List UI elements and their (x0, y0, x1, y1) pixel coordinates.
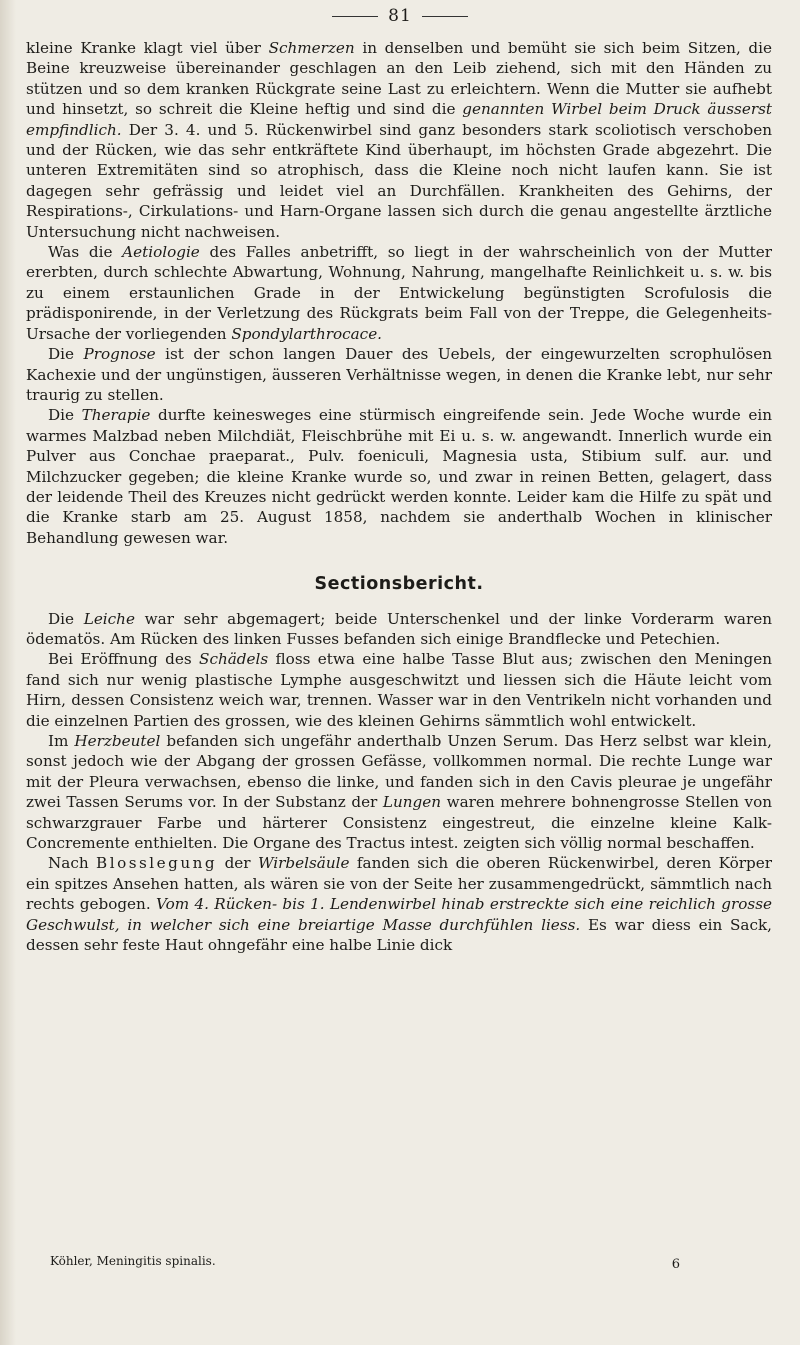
text-run: Schädels (199, 650, 269, 669)
text-run: Spondylarthrocace. (231, 324, 383, 343)
text-run: Bei Eröffnung des (48, 650, 200, 669)
text-run: Aetiologie (122, 243, 200, 262)
intro-paragraphs (26, 38, 772, 548)
text-run: genannten Wirbel beim Druck äusserst empfindlich. (26, 100, 772, 139)
paragraph-p2 (26, 242, 772, 344)
paragraph-p3 (26, 344, 772, 405)
text-run: der (217, 854, 258, 873)
text-run: Herzbeutel (74, 732, 161, 750)
header-dash-left (332, 16, 378, 17)
text-run: waren mehrere bohnengrosse Stellen von schwarzgrauer Farbe und härterer Consistenz eingestreut, die einzelne kleine Kalk-Concremente enthielten. Die Organe des Tractus intest. zeigten sich völlig normal beschaffen. (26, 793, 772, 853)
text-run: Die (48, 345, 84, 364)
footer-author: Köhler, Meningitis spinalis. (50, 1254, 216, 1268)
text-run: Es war diess ein Sack, dessen sehr feste Haut ohngefähr eine halbe Linie dick (26, 915, 772, 955)
text-run: Nach (48, 854, 97, 873)
text-run: floss etwa eine halbe Tasse Blut aus; zwischen den Meningen fand sich nur wenig plastische Lymphe ausgeschwitzt und liessen sich die Häute leicht vom Hirn, dessen Consistenz weich war, trennen. Wasser war in den Ventrikeln nicht vorhanden und die einzelnen Partien des grossen, wie des kleinen Gehirns sämmtlich wohl entwickelt. (26, 650, 773, 730)
section-heading: Sectionsbericht. (314, 574, 484, 595)
text-run: Wirbelsäule (257, 854, 350, 873)
text-run: Schmerzen (268, 39, 355, 57)
text-run: durfte keinesweges eine stürmisch eingreifende sein. Jede Woche wurde ein warmes Malzbad neben Milchdiät, Fleischbrühe mit Ei u. s. w. angewandt. Innerlich wurde ein Pulver aus Conchae praeparat., Pulv. foeniculi, Magnesia usta, Stibium sulf. aur. und Milchzucker gegeben; die kleine Kranke wurde so, und zwar in reinen Betten, gelagert, dass der leidende Theil des Kreuzes nicht gedrückt werden konnte. Leider kam die Hilfe zu spät und die Kranke starb am 25. August 1858, nachdem sie anderthalb Wochen in klinischer Behandlung gewesen war. (26, 406, 772, 547)
text-run: Blosslegung (96, 854, 218, 873)
page-footer (50, 1254, 750, 1272)
text-run: Leiche (83, 609, 135, 628)
paragraph-s3 (26, 731, 772, 853)
text-run: in denselben und bemüht sie sich beim Sitzen, die Beine kreuzweise übereinander geschlagen an den Leib ziehend, sich mit den Händen zu stützen und so dem kranken Rückgrate seine Last zu erleichtern. Wenn die Mutter sie aufhebt und hinsetzt, so schreit die Kleine heftig und sind die (26, 39, 772, 119)
text-run: ist der schon langen Dauer des Uebels, der eingewurzelten scrophulösen Kachexie und der ungünstigen, äusseren Verhältnisse wegen, in denen die Kranke lebt, nur sehr traurig zu stellen. (26, 345, 772, 404)
text-run: Im (48, 732, 75, 750)
text-run: Prognose (83, 345, 156, 364)
text-run: fanden sich die oberen Rückenwirbel, deren Körper ein spitzes Ansehen hatten, als wären sie von der Seite her zusammengedrückt, sämmtlich nach rechts gebogen. (26, 854, 772, 914)
paragraph-p4 (26, 405, 772, 548)
text-run: des Falles anbetrifft, so liegt in der wahrscheinlich von der Mutter ererbten, durch schlechte Abwartung, Wohnung, Nahrung, mangelhafte Reinlichkeit u. s. w. bis zu einem erstaunlichen Grade in der Entwickelung begünstigten Scrofulosis die prädisponirende, in der Verletzung des Rückgrats beim Fall von der Treppe, die Gelegenheits-Ursache der vorliegenden (26, 243, 772, 343)
text-run: Therapie (81, 406, 151, 425)
text-run: war sehr abgemagert; beide Unterschenkel und der linke Vorderarm waren ödematös. Am Rücken des linken Fusses befanden sich einige Brandflecke und Petechien. (26, 609, 772, 648)
paragraph-s2 (26, 649, 772, 731)
text-run: befanden sich ungefähr anderthalb Unzen Serum. Das Herz selbst war klein, sonst jedoch wie der Abgang der grossen Gefässe, vollkommen normal. Die rechte Lunge war mit der Pleura verwachsen, ebenso die linke, und fanden sich in den Cavis pleurae je ungefähr zwei Tassen Serums vor. In der Substanz der (26, 732, 773, 812)
text-run: kleine Kranke klagt viel über (26, 39, 269, 57)
signature-mark: 6 (671, 1257, 680, 1272)
page-number: 81 (388, 6, 412, 26)
text-run: Die (48, 609, 84, 628)
text-run: Vom 4. Rücken- bis 1. Lendenwirbel hinab erstreckte sich eine reichlich grosse Geschwulst, in welcher sich eine breiartige Masse durchfühlen liess. (26, 895, 772, 934)
text-run: Der 3. 4. und 5. Rückenwirbel sind ganz besonders stark scoliotisch verschoben und der Rücken, wie das sehr entkräftete Kind überhaupt, im höchsten Grade abgezehrt. Die unteren Extremitäten sind so atrophisch, dass die Kleine noch nicht laufen kann. Sie ist dagegen sehr gefrässig und leidet viel an Durchfällen. Krankheiten des Gehirns, der Respirations-, Cirkulations- und Harn-Organe lassen sich durch die genau angestellte ärztliche Untersuchung nicht nachweisen. (26, 120, 772, 241)
paragraph-s1 (26, 609, 772, 650)
text-run: Lungen (382, 793, 442, 812)
text-body (26, 38, 772, 955)
header-dash-right (422, 16, 468, 17)
page-gutter-shadow (0, 0, 16, 1345)
paragraph-p1 (26, 38, 772, 242)
section-paragraphs (26, 609, 772, 956)
text-run: Die (48, 406, 82, 425)
text-run: Was die (48, 243, 123, 262)
paragraph-s4 (26, 853, 772, 955)
running-header (0, 6, 800, 26)
